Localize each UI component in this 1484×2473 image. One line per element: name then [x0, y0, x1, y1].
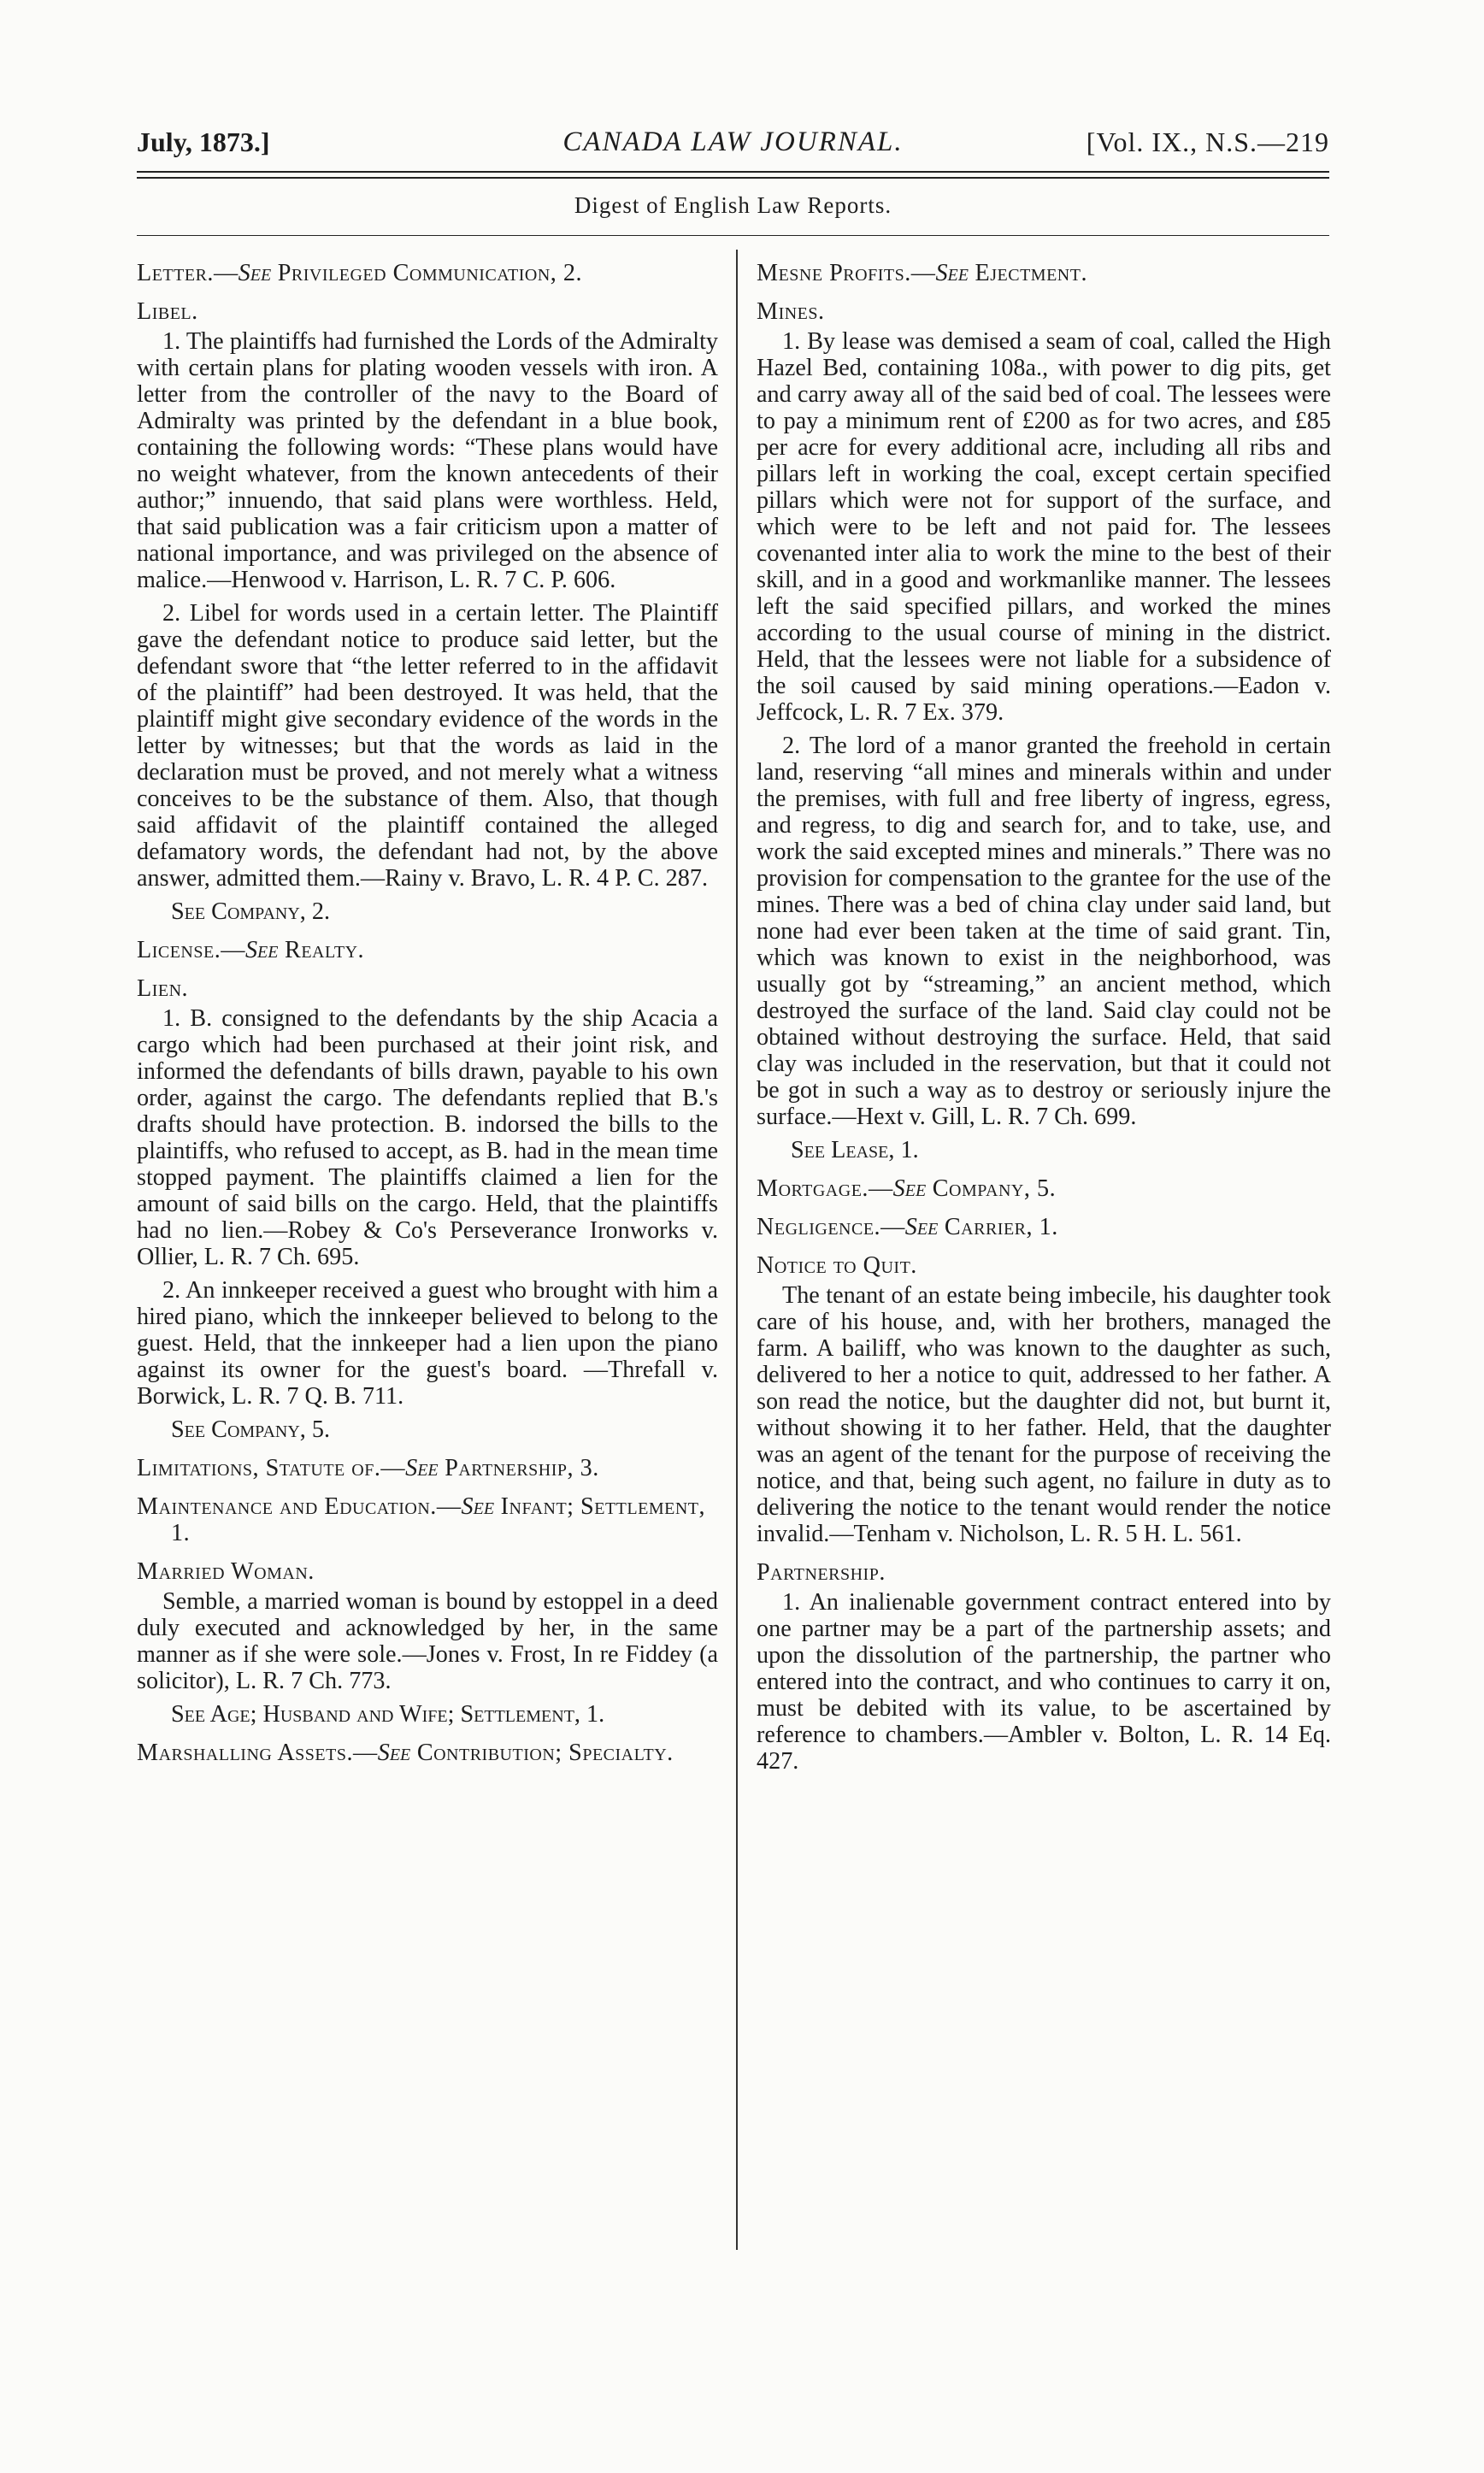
see-word: See [405, 1455, 439, 1481]
partnership-paragraph-1: 1. An inalienable government contract entered into by one partner may be a part of the partnership assets; and upon the dissolution of the partnership, the partner who entered into the contract, and who continues to carry it on, must be debited with its value, to be ascertained by reference to chambers.—Ambler v. Bolton, L. R. 14 Eq. 427. [757, 1589, 1331, 1775]
running-header [137, 127, 1329, 169]
married-woman-see-also: See Age; Husband and Wife; Settlement, 1. [171, 1701, 605, 1728]
issue-date: July, 1873.] [137, 127, 270, 157]
mines-paragraph-2: 2. The lord of a manor granted the freehold in certain land, reserving “all mines and minerals within and under the premises, with full and free liberty of ingress, egress, and regress, to dig and search for, and to take, use, and work the said excepted mines and minerals.” There was no provision for compensation to the grantee for the use of the mines. There was a bed of china clay under said land, but none had ever been taken at the time of said grant. Tin, which was known to exist in the neighborhood, was usually got by “streaming,” an ancient method, which destroyed the surface of the land. Said clay could not be obtained without destroying the surface. Held, that said clay was included in the reservation, but that it could not be got in such a way as to destroy or seriously injure the surface.—Hext v. Gill, L. R. 7 Ch. 699. [757, 733, 1331, 1130]
see-word: See [904, 1214, 939, 1240]
cross-reference: Company, 5. [926, 1175, 1057, 1202]
section-title: Digest of English Law Reports. [574, 192, 892, 218]
heading-negligence [757, 1214, 1331, 1240]
column-divider [736, 250, 738, 2250]
heading-text: Letter.— [137, 260, 238, 286]
heading-text: Mesne Profits.— [757, 260, 936, 286]
heading-limitations [137, 1455, 718, 1481]
libel-paragraph-2: 2. Libel for words used in a certain letter. The Plaintiff gave the defendant notice to produce said letter, but the defendant swore that “the letter referred to in the affidavit of the plaintiff” had been destroyed. It was held, that the plaintiff might give secondary evidence of the words in the letter by witnesses; but that the words as laid in the declaration must be proved, and not merely what a witness conceives to be the substance of them. Also, that though said affidavit of the plaintiff contained the alleged defamatory words, the defendant had not, by the above answer, admitted them.—Rainy v. Bravo, L. R. 4 P. C. 287. [137, 600, 718, 892]
heading-text: Maintenance and Education.— [137, 1493, 462, 1520]
entry-notice-to-quit [757, 1252, 1331, 1547]
heading-notice-to-quit: Notice to Quit. [757, 1252, 917, 1279]
journal-title: CANADA LAW JOURNAL. [562, 127, 904, 157]
see-word: See [935, 260, 969, 286]
heading-married-woman: Married Woman. [137, 1558, 315, 1585]
section-rule [137, 235, 1329, 236]
libel-paragraph-1: 1. The plaintiffs had furnished the Lords of the Admiralty with certain plans for plating wooden vessels with iron. A letter from the controller of the navy to the Board of Admiralty was printed by the defendant in a blue book, containing the following words: “These plans would have no weight whatever, from the known antecedents of their author;” innuendo, that said plans were worthless. Held, that said publication was a fair criticism upon a matter of national importance, and was privileged on the absence of malice.—Henwood v. Harrison, L. R. 7 C. P. 606. [137, 328, 718, 593]
heading-text: License.— [137, 937, 245, 963]
mines-see-also: See Lease, 1. [791, 1137, 919, 1163]
entry-mortgage [757, 1175, 1331, 1202]
heading-license [137, 937, 718, 963]
see-word: See [238, 260, 272, 286]
mines-paragraph-1: 1. By lease was demised a seam of coal, called the High Hazel Bed, containing 108a., with power to dig pits, get and carry away all of the said bed of coal. The lessees were to pay a minimum rent of £200 as for two acres, and £85 per acre for every additional acre, including all ribs and pillars left in working the coal, except certain specified pillars which were not for support of the surface, and which were to be left and not paid for. The lessees covenanted inter alia to work the mine to the best of their skill, and in a good and workmanlike manner. The lessees left the said specified pillars, and worked the mines according to the usual course of mining in the district. Held, that the lessees were not liable for a subsidence of the soil caused by said mining operations.—Eadon v. Jeffcock, L. R. 7 Ex. 379. [757, 328, 1331, 726]
libel-see-also: See Company, 2. [171, 898, 331, 925]
see-word: See [461, 1493, 495, 1520]
entry-letter [137, 260, 718, 286]
header-rule-bottom [137, 177, 1329, 179]
heading-maintenance [137, 1493, 718, 1546]
entry-maintenance [137, 1493, 718, 1546]
entry-negligence [757, 1214, 1331, 1240]
entry-limitations [137, 1455, 718, 1481]
cross-reference: Ejectment. [968, 260, 1087, 286]
see-word: See [377, 1740, 411, 1766]
cross-reference: Privileged Communication, 2. [271, 260, 583, 286]
cross-reference: Contribution; Specialty. [410, 1740, 674, 1766]
heading-letter [137, 260, 718, 286]
heading-partnership: Partnership. [757, 1559, 886, 1586]
entry-libel [137, 298, 718, 925]
cross-reference: Realty. [278, 937, 365, 963]
heading-mines: Mines. [757, 298, 825, 325]
volume-page: [Vol. IX., N.S.—219 [1086, 127, 1329, 157]
entry-married-woman [137, 1558, 718, 1728]
entry-marshalling [137, 1740, 718, 1766]
see-word: See [892, 1175, 927, 1202]
heading-marshalling [137, 1740, 718, 1766]
entry-lien [137, 975, 718, 1443]
heading-mortgage [757, 1175, 1331, 1202]
married-woman-paragraph: Semble, a married woman is bound by estoppel in a deed duly executed and acknowledged by her, in the same manner as if she were sole.—Jones v. Frost, In re Fiddey (a solicitor), L. R. 7 Ch. 773. [137, 1588, 718, 1694]
heading-lien: Lien. [137, 975, 189, 1002]
lien-see-also: See Company, 5. [171, 1416, 331, 1443]
entry-partnership [757, 1559, 1331, 1775]
heading-text: Negligence.— [757, 1214, 905, 1240]
lien-paragraph-1: 1. B. consigned to the defendants by the ship Acacia a cargo which had been purchased at their joint risk, and informed the defendants of bills drawn, payable to his own order, against the cargo. The defendants replied that B.'s drafts should have protection. B. indorsed the bills to the plaintiffs, who refused to accept, as B. had in the mean time stopped payment. The plaintiffs claimed a lien for the amount of said bills on the cargo. Held, that the plaintiffs had no lien.—Robey & Co's Perseverance Ironworks v. Ollier, L. R. 7 Ch. 695. [137, 1005, 718, 1270]
heading-text: Limitations, Statute of.— [137, 1455, 406, 1481]
entry-mines [757, 298, 1331, 1163]
cross-reference: Carrier, 1. [938, 1214, 1058, 1240]
entry-mesne-profits [757, 260, 1331, 286]
heading-text: Marshalling Assets.— [137, 1740, 378, 1766]
left-column [137, 260, 718, 1778]
entry-license [137, 937, 718, 963]
heading-mesne-profits [757, 260, 1331, 286]
header-rule-top [137, 171, 1329, 173]
cross-reference: Infant; Settlement, 1. [171, 1493, 706, 1546]
notice-paragraph: The tenant of an estate being imbecile, his daughter took care of his house, and, with her brothers, managed the farm. A bailiff, who was known to the daughter as such, delivered to her a notice to quit, addressed to her father. A son read the notice, but the daughter did not, but burnt it, without showing it to her father. Held, that the daughter was an agent of the tenant for the purpose of receiving the notice, and that, being such agent, no failure in duty as to delivering the notice to the tenant would render the notice invalid.—Tenham v. Nicholson, L. R. 5 H. L. 561. [757, 1282, 1331, 1547]
right-column [757, 260, 1331, 1787]
lien-paragraph-2: 2. An innkeeper received a guest who brought with him a hired piano, which the innkeeper believed to belong to the guest. Held, that the innkeeper had a lien upon the piano against its owner for the guest's board. —Threfall v. Borwick, L. R. 7 Q. B. 711. [137, 1277, 718, 1410]
heading-libel: Libel. [137, 298, 198, 325]
cross-reference: Partnership, 3. [438, 1455, 599, 1481]
see-word: See [244, 937, 279, 963]
heading-text: Mortgage.— [757, 1175, 893, 1202]
